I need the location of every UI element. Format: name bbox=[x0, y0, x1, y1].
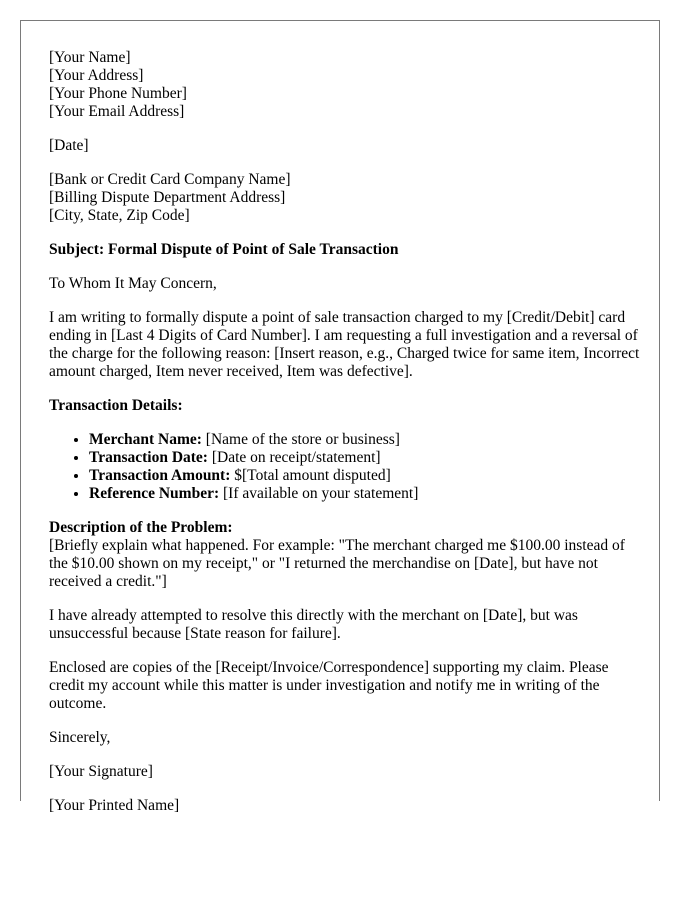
salutation: To Whom It May Concern, bbox=[49, 275, 217, 292]
recipient-block bbox=[49, 171, 645, 225]
subject-line: Subject: Formal Dispute of Point of Sale Transaction bbox=[49, 241, 399, 258]
sender-phone: [Your Phone Number] bbox=[49, 85, 187, 102]
detail-label: Reference Number: bbox=[89, 485, 220, 502]
detail-label: Transaction Date: bbox=[89, 449, 208, 466]
detail-value: [If available on your statement] bbox=[219, 485, 419, 502]
transaction-details-list bbox=[49, 431, 645, 503]
list-item bbox=[89, 431, 645, 449]
sender-block bbox=[49, 49, 645, 121]
closing: Sincerely, bbox=[49, 729, 111, 746]
detail-value: $[Total amount disputed] bbox=[230, 467, 391, 484]
problem-heading: Description of the Problem: bbox=[49, 519, 233, 536]
problem-section bbox=[49, 519, 645, 591]
recipient-company: [Bank or Credit Card Company Name] bbox=[49, 171, 291, 188]
merchant-attempt-paragraph: I have already attempted to resolve this directly with the merchant on [Date], but was unsuccessful because [State reason for failure]. bbox=[49, 607, 578, 642]
detail-label: Merchant Name: bbox=[89, 431, 202, 448]
intro-paragraph: I am writing to formally dispute a point of sale transaction charged to my [Credit/Debit] card ending in [Last 4 Digits of Card Number]. I am requesting a full investigation and a reversal of the charge for the following reason: [Insert reason, e.g., Charged twice for same item, Incorrect amount charged, Item never received, Item was defective]. bbox=[49, 309, 640, 380]
detail-value: [Date on receipt/statement] bbox=[207, 449, 381, 466]
letter-page bbox=[20, 20, 660, 814]
list-item bbox=[89, 485, 645, 503]
sender-email: [Your Email Address] bbox=[49, 103, 185, 120]
enclosure-paragraph: Enclosed are copies of the [Receipt/Invoice/Correspondence] supporting my claim. Please credit my account while this matter is under investigation and notify me in writing of the outcome. bbox=[49, 659, 609, 712]
date-line: [Date] bbox=[49, 137, 89, 154]
detail-label: Transaction Amount: bbox=[89, 467, 231, 484]
detail-value: [Name of the store or business] bbox=[201, 431, 400, 448]
signature-line: [Your Signature] bbox=[49, 763, 153, 780]
transaction-details-heading: Transaction Details: bbox=[49, 397, 183, 414]
recipient-department: [Billing Dispute Department Address] bbox=[49, 189, 286, 206]
list-item bbox=[89, 467, 645, 485]
sender-name: [Your Name] bbox=[49, 49, 131, 66]
problem-text: [Briefly explain what happened. For example: "The merchant charged me $100.00 instead of the $10.00 shown on my receipt," or "I returned the merchandise on [Date], but have not received a credit."] bbox=[49, 537, 625, 590]
letter-body bbox=[49, 49, 645, 831]
list-item bbox=[89, 449, 645, 467]
recipient-city: [City, State, Zip Code] bbox=[49, 207, 190, 224]
printed-name-line: [Your Printed Name] bbox=[49, 797, 180, 814]
sender-address: [Your Address] bbox=[49, 67, 144, 84]
